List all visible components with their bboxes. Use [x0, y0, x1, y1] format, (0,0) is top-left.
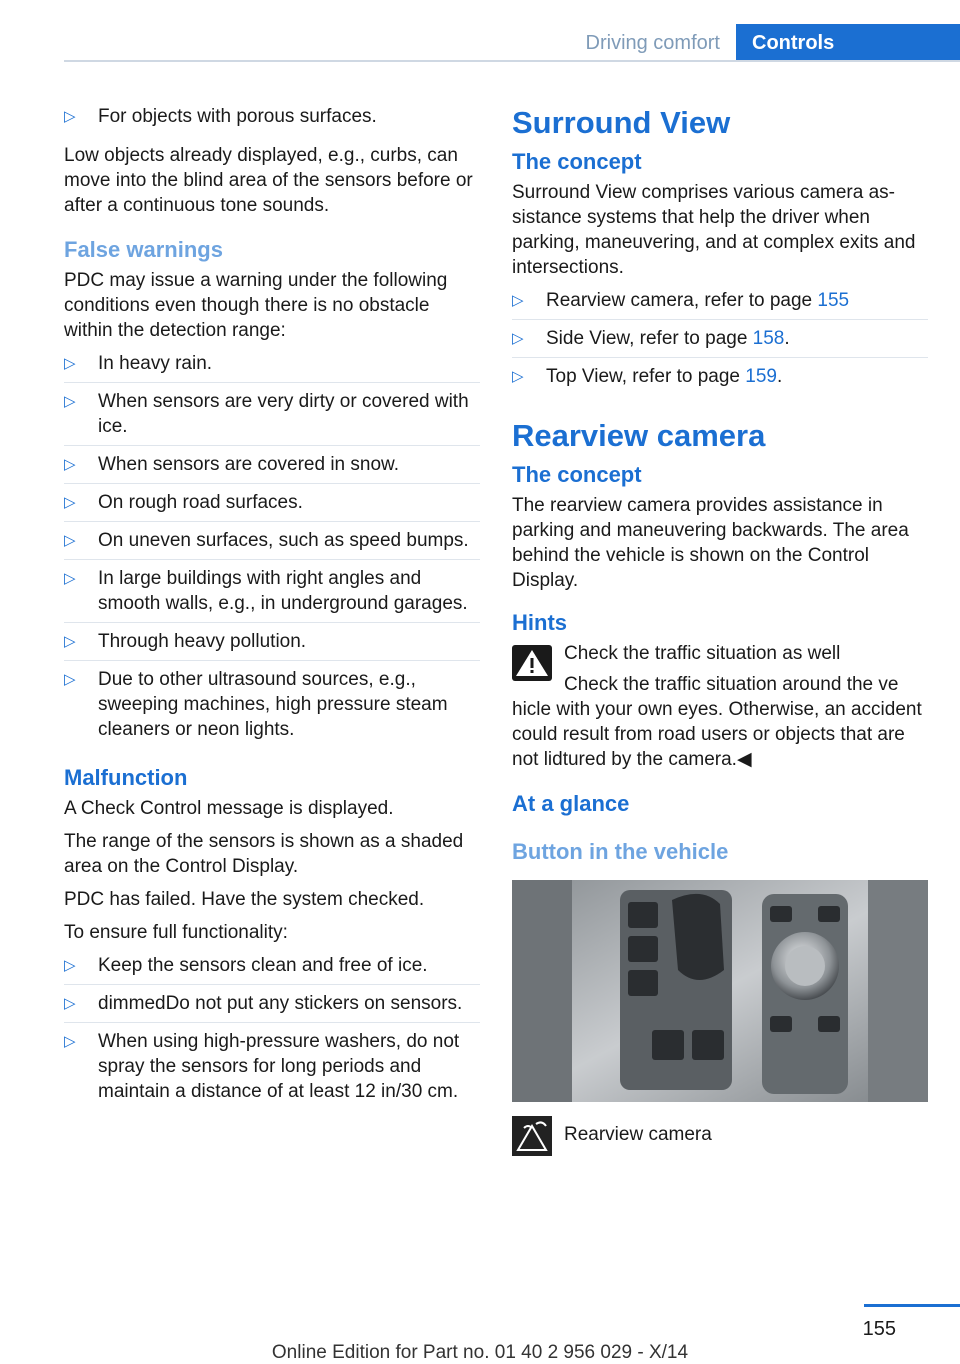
hints-heading: Hints	[512, 610, 567, 635]
at-a-glance-heading: At a glance	[512, 791, 630, 816]
section-tab[interactable]: Driving comfort	[585, 32, 720, 54]
malfunction-heading: Malfunction	[64, 765, 188, 790]
paragraph: The rearview camera provides assistance in parking and maneuvering backwards. The area behind the vehicle is shown on the Control Display.	[512, 495, 909, 591]
header-divider	[64, 60, 960, 62]
list-item: ▷ When using high-pressure washers, do not spray the sensors for long periods and maintain a distance of at least 12 in/30 cm.	[64, 1031, 460, 1102]
center-console-photo	[512, 880, 928, 1102]
concept-heading: The concept	[512, 149, 642, 174]
right-column	[512, 104, 928, 1162]
paragraph: PDC has failed. Have the system checked.	[64, 889, 425, 910]
triangle-bullet-icon: ▷	[64, 633, 76, 650]
list-item: ▷ Top View, refer to page 159.	[512, 366, 783, 387]
triangle-bullet-icon: ▷	[64, 494, 76, 511]
page-reference-link[interactable]: 155	[817, 290, 850, 311]
list-item: ▷ dimmedDo not put any stickers on sensors.	[64, 991, 480, 1023]
surround-view-heading: Surround View	[512, 105, 731, 140]
page-header	[64, 24, 960, 62]
left-column	[64, 104, 480, 1118]
warning-text-first-line: Check the traffic situation around the ve	[564, 674, 899, 695]
paragraph: Low objects already displayed, e.g., curbs, can move into the blind area of the sensors before or after a continuous tone sounds.	[64, 145, 473, 216]
paragraph: The range of the sensors is shown as a shaded area on the Control Display.	[64, 831, 464, 877]
list-item: ▷ Keep the sensors clean and free of ice.	[64, 953, 480, 985]
page-number: 155	[862, 1318, 896, 1340]
triangle-bullet-icon: ▷	[64, 570, 76, 587]
triangle-bullet-icon: ▷	[512, 368, 524, 385]
list-item: ▷ Through heavy pollution.	[64, 629, 480, 661]
rearview-camera-heading: Rearview camera	[512, 418, 766, 453]
edition-text: Online Edition for Part no. 01 40 2 956 029 - X/14	[271, 1342, 689, 1363]
list-item: ▷ In heavy rain.	[64, 351, 480, 383]
false-warnings-heading: False warnings	[64, 237, 223, 262]
list-item: ▷ On rough road surfaces.	[64, 490, 480, 522]
rearview-camera-label: Rearview camera	[564, 1124, 712, 1145]
triangle-bullet-icon: ▷	[64, 671, 76, 688]
list-item: ▷ Side View, refer to page 158.	[512, 326, 928, 358]
triangle-bullet-icon: ▷	[64, 1033, 76, 1050]
triangle-bullet-icon: ▷	[64, 108, 76, 125]
concept-heading: The concept	[512, 462, 642, 487]
warning-text: hicle with your own eyes. Otherwise, an accident could result from road users or objects that are not lidtured by the camera.◀	[512, 699, 922, 770]
warning-block	[512, 641, 928, 697]
chapter-tab[interactable]: Controls	[736, 24, 960, 62]
functionality-list	[64, 953, 480, 1110]
warning-title: Check the traffic situation as well	[564, 643, 841, 664]
list-item: ▷ For objects with porous surfaces.	[64, 106, 377, 127]
rearview-camera-button-row	[512, 1122, 928, 1162]
paragraph: A Check Control message is displayed.	[64, 798, 394, 819]
list-item: ▷ Rearview camera, refer to page 155	[512, 288, 928, 320]
triangle-bullet-icon: ▷	[64, 995, 76, 1012]
footer-accent-line	[864, 1304, 960, 1307]
page-reference-link[interactable]: 159	[745, 366, 777, 387]
triangle-bullet-icon: ▷	[512, 292, 524, 309]
page-reference-link[interactable]: 158	[752, 328, 785, 349]
list-item: ▷ In large buildings with right angles and smooth walls, e.g., in underground garages.	[64, 566, 480, 623]
triangle-bullet-icon: ▷	[512, 330, 524, 347]
triangle-bullet-icon: ▷	[64, 532, 76, 549]
rearview-camera-icon	[512, 1116, 552, 1156]
warning-triangle-icon	[512, 645, 552, 681]
triangle-bullet-icon: ▷	[64, 355, 76, 372]
triangle-bullet-icon: ▷	[64, 393, 76, 410]
list-item: ▷ When sensors are very dirty or covered with ice.	[64, 389, 480, 446]
surround-view-list	[512, 288, 928, 395]
paragraph: To ensure full functionality:	[64, 922, 288, 943]
list-item: ▷ Due to other ultrasound sources, e.g., sweeping machines, high pressure steam cleaners or neon lights.	[64, 669, 448, 740]
false-warnings-list	[64, 351, 480, 748]
paragraph: Surround View comprises various camera assistance systems that help the driver when parking, maneuvering, and at complex exits and intersections.	[512, 182, 916, 278]
triangle-bullet-icon: ▷	[64, 456, 76, 473]
paragraph: PDC may issue a warning under the following conditions even though there is no obstacle within the detection range:	[64, 270, 448, 341]
button-in-vehicle-heading: Button in the vehicle	[512, 839, 729, 864]
list-item: ▷ When sensors are covered in snow.	[64, 452, 480, 484]
triangle-bullet-icon: ▷	[64, 957, 76, 974]
list-item: ▷ On uneven surfaces, such as speed bumps.	[64, 528, 480, 560]
porous-list	[64, 104, 480, 135]
